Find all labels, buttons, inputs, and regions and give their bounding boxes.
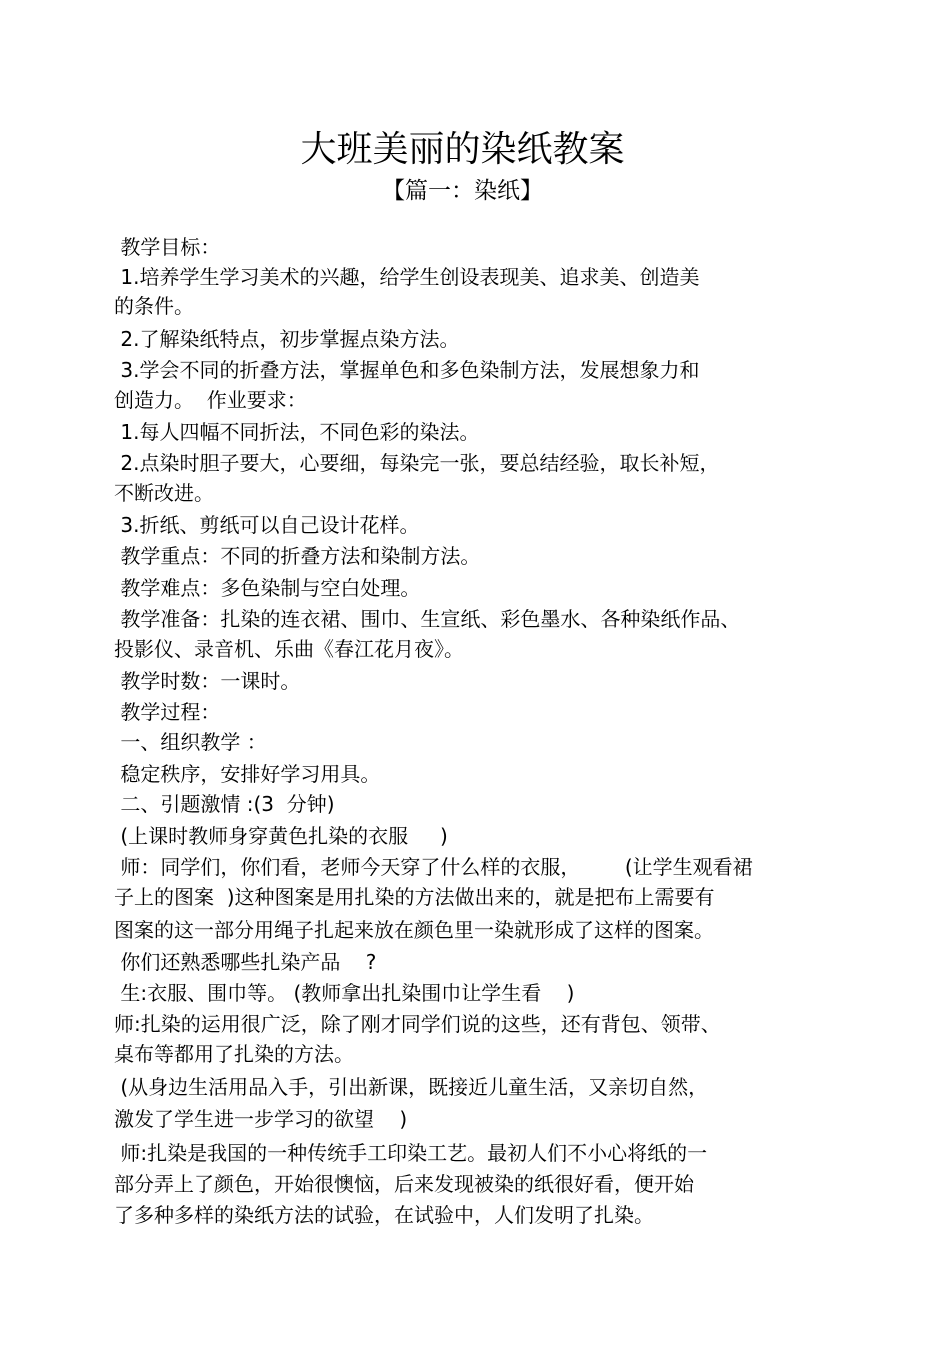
body-line: 2.点染时胆子要大，心要细，每染完一张，要总结经验，取长补短， [114, 451, 720, 475]
body-line: 创造力。 作业要求： [114, 388, 307, 412]
body-line: 图案的这一部分用绳子扎起来放在颜色里一染就形成了这样的图案。 [114, 918, 714, 942]
body-line: 二、引题激情 :(3 分钟) [114, 792, 335, 816]
body-line: 3.折纸、剪纸可以自己设计花样。 [114, 513, 420, 537]
document-subtitle: 【篇一：染纸】 [382, 178, 543, 204]
body-line: 激发了学生进一步学习的欲望 ) [114, 1107, 408, 1131]
body-line: 教学时数：一课时。 [114, 669, 301, 693]
body-line: 不断改进。 [114, 481, 214, 505]
body-line: 一、组织教学 ： [114, 730, 267, 754]
body-line: 了多种多样的染纸方法的试验，在试验中，人们发明了扎染。 [114, 1203, 654, 1227]
body-line: 桌布等都用了扎染的方法。 [114, 1042, 354, 1066]
body-line: 师:扎染的运用很广泛，除了刚才同学们说的这些，还有背包、领带、 [114, 1012, 721, 1036]
body-line: 师：同学们，你们看，老师今天穿了什么样的衣服， (让学生观看裙 [114, 855, 753, 879]
body-line: 教学重点：不同的折叠方法和染制方法。 [114, 544, 481, 568]
body-line: 稳定秩序，安排好学习用具。 [114, 762, 381, 786]
body-line: (上课时教师身穿黄色扎染的衣服 ) [114, 824, 448, 848]
document-title: 大班美丽的染纸教案 [300, 129, 625, 170]
body-line: 2.了解染纸特点，初步掌握点染方法。 [114, 327, 460, 351]
body-line: 你们还熟悉哪些扎染产品 ? [114, 950, 377, 974]
body-line: 1.培养学生学习美术的兴趣，给学生创设表现美、追求美、创造美 [114, 265, 700, 289]
body-line: 1.每人四幅不同折法，不同色彩的染法。 [114, 420, 480, 444]
body-line: 子上的图案 )这种图案是用扎染的方法做出来的，就是把布上需要有 [114, 885, 715, 909]
body-line: 教学目标： [114, 235, 221, 259]
body-line: 生:衣服、围巾等。 (教师拿出扎染围巾让学生看 ) [114, 981, 575, 1005]
body-line: 3.学会不同的折叠方法，掌握单色和多色染制方法，发展想象力和 [114, 358, 700, 382]
body-line: 部分弄上了颜色，开始很懊恼，后来发现被染的纸很好看，便开始 [114, 1172, 694, 1196]
body-line: 师:扎染是我国的一种传统手工印染工艺。最初人们不小心将纸的一 [114, 1141, 708, 1165]
body-line: 投影仪、录音机、乐曲《春江花月夜》。 [114, 637, 464, 661]
body-line: 教学准备：扎染的连衣裙、围巾、生宣纸、彩色墨水、各种染纸作品、 [114, 607, 741, 631]
body-line: 的条件。 [114, 294, 194, 318]
body-line: (从身边生活用品入手，引出新课，既接近儿童生活，又亲切自然， [114, 1075, 709, 1099]
body-line: 教学难点：多色染制与空白处理。 [114, 576, 421, 600]
body-line: 教学过程： [114, 700, 221, 724]
